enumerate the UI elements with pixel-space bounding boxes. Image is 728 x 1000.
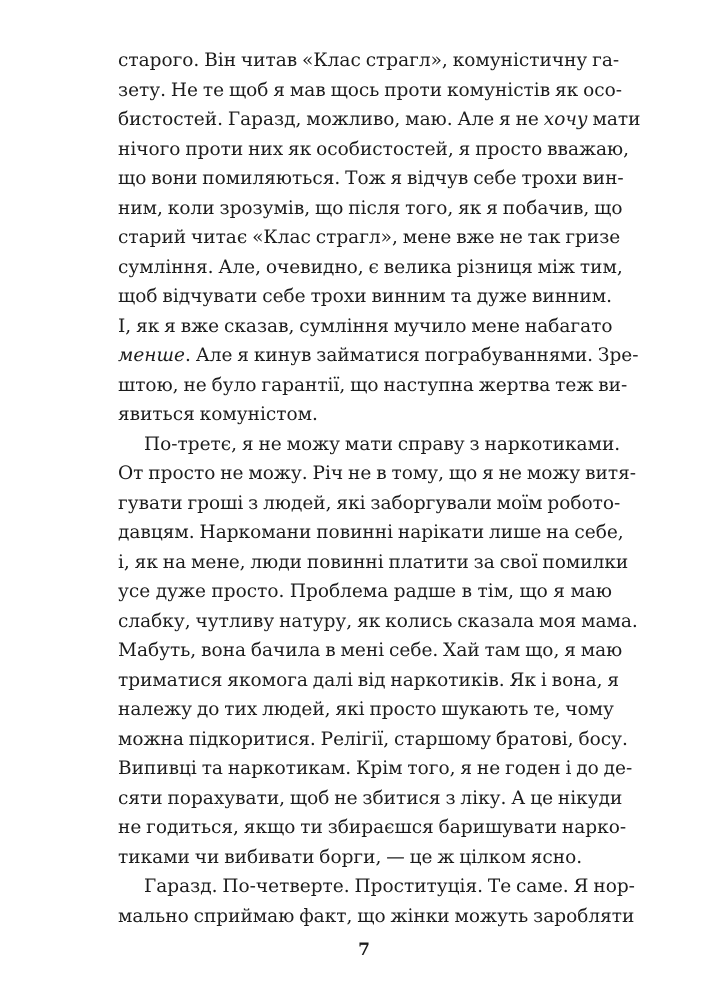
- page-number: 7: [358, 940, 370, 960]
- text-segment: І, як я вже сказав, сумління мучило мене набагато: [118, 315, 613, 337]
- body-text: [118, 46, 641, 931]
- text-segment: ним, коли зрозумів, що після того, як я побачив, що: [118, 197, 623, 219]
- text-line: [118, 725, 628, 755]
- text-segment: щоб відчувати себе трохи винним та дуже винним.: [118, 286, 612, 307]
- text-segment: сумління. Але, очевидно, є велика різниця між тим,: [118, 256, 623, 278]
- text-line: [118, 253, 623, 283]
- text-line: [118, 754, 633, 784]
- text-segment: що вони помиляються. Тож я відчув себе трохи вин-: [118, 168, 624, 189]
- text-segment: можна підкоритися. Релігії, старшому братові, босу.: [118, 728, 628, 750]
- text-line: [118, 489, 621, 519]
- text-line: [118, 577, 612, 607]
- text-line: [118, 548, 629, 578]
- text-line: [118, 135, 630, 165]
- text-segment: старий читає «Клас стрaгл», мене вже не так гризе: [118, 227, 621, 248]
- text-segment: Гаразд. По-четверте. Проституція. Те саме. Я нор-: [144, 876, 635, 897]
- text-line: [118, 636, 623, 666]
- text-line: [118, 813, 627, 843]
- text-segment: явиться комуністом.: [118, 404, 318, 425]
- italic-emphasis: хочу: [543, 109, 588, 130]
- text-line: [118, 400, 612, 430]
- text-segment: триматися якомога далі від наркотиків. Як і вона, я: [118, 669, 620, 691]
- text-segment: мально сприймаю факт, що жінки можуть заробляти: [118, 905, 635, 927]
- text-segment: сяти порахувати, щоб не збитися з ліку. А це нікуди: [118, 787, 623, 809]
- text-segment: усе дуже просто. Проблема радше в тім, що я маю: [118, 581, 612, 602]
- text-segment: зету. Не те щоб я мав щось проти комуністів як осо-: [118, 79, 623, 101]
- text-segment: не годиться, якщо ти збираєшся баришувати нарко-: [118, 817, 627, 838]
- text-line: [118, 459, 637, 489]
- text-line: [118, 312, 612, 342]
- text-segment: старого. Він читав «Клас стрaгл», комуністичну га-: [118, 50, 620, 71]
- text-segment: мати: [587, 109, 641, 130]
- text-segment: тиками чи вибивати борги, — це ж цілком ясно.: [118, 846, 583, 868]
- text-line: [118, 843, 612, 873]
- text-segment: От просто не можу. Річ не в тому, що я не можу витя-: [118, 463, 637, 484]
- text-segment: бистостей. Гаразд, можливо, маю. Але я не: [118, 109, 544, 130]
- text-line: [118, 784, 623, 814]
- italic-emphasis: менше: [118, 345, 185, 366]
- text-segment: давцям. Наркомани повинні нарікати лише на себе,: [118, 522, 624, 543]
- text-segment: . Але я кинув займатися пограбуваннями. Зре-: [184, 345, 639, 366]
- text-line: [118, 872, 635, 902]
- text-line: [118, 46, 620, 76]
- text-segment: По-третє, я не можу мати справу з наркотиками.: [144, 433, 621, 455]
- text-segment: слабку, чутливу натуру, як колись сказала моя мама.: [118, 610, 638, 632]
- text-line: [118, 164, 624, 194]
- text-segment: гувати гроші з людей, які заборгували моїм робото-: [118, 492, 621, 514]
- text-line: [118, 76, 623, 106]
- text-line: [118, 666, 620, 696]
- text-line: [118, 607, 638, 637]
- text-segment: Випивці та наркотикам. Крім того, я не годен і до де-: [118, 758, 633, 779]
- text-line: [118, 341, 639, 371]
- text-line: [118, 371, 628, 401]
- text-line: [118, 105, 641, 135]
- text-line: [118, 695, 612, 725]
- text-line: [118, 194, 623, 224]
- text-segment: і, як на мене, люди повинні платити за свої помилки: [118, 551, 629, 573]
- text-line: [118, 282, 612, 312]
- text-line: [118, 430, 621, 460]
- text-line: [118, 902, 635, 932]
- text-segment: належу до тих людей, які просто шукають те, чому: [118, 699, 614, 720]
- text-segment: Мабуть, вона бачила в мені себе. Хай там що, я маю: [118, 640, 623, 661]
- text-line: [118, 223, 621, 253]
- text-line: [118, 518, 624, 548]
- text-segment: нічого проти них як особистостей, я просто вважаю,: [118, 138, 630, 160]
- text-segment: штою, не було гарантії, що наступна жертва теж ви-: [118, 374, 628, 396]
